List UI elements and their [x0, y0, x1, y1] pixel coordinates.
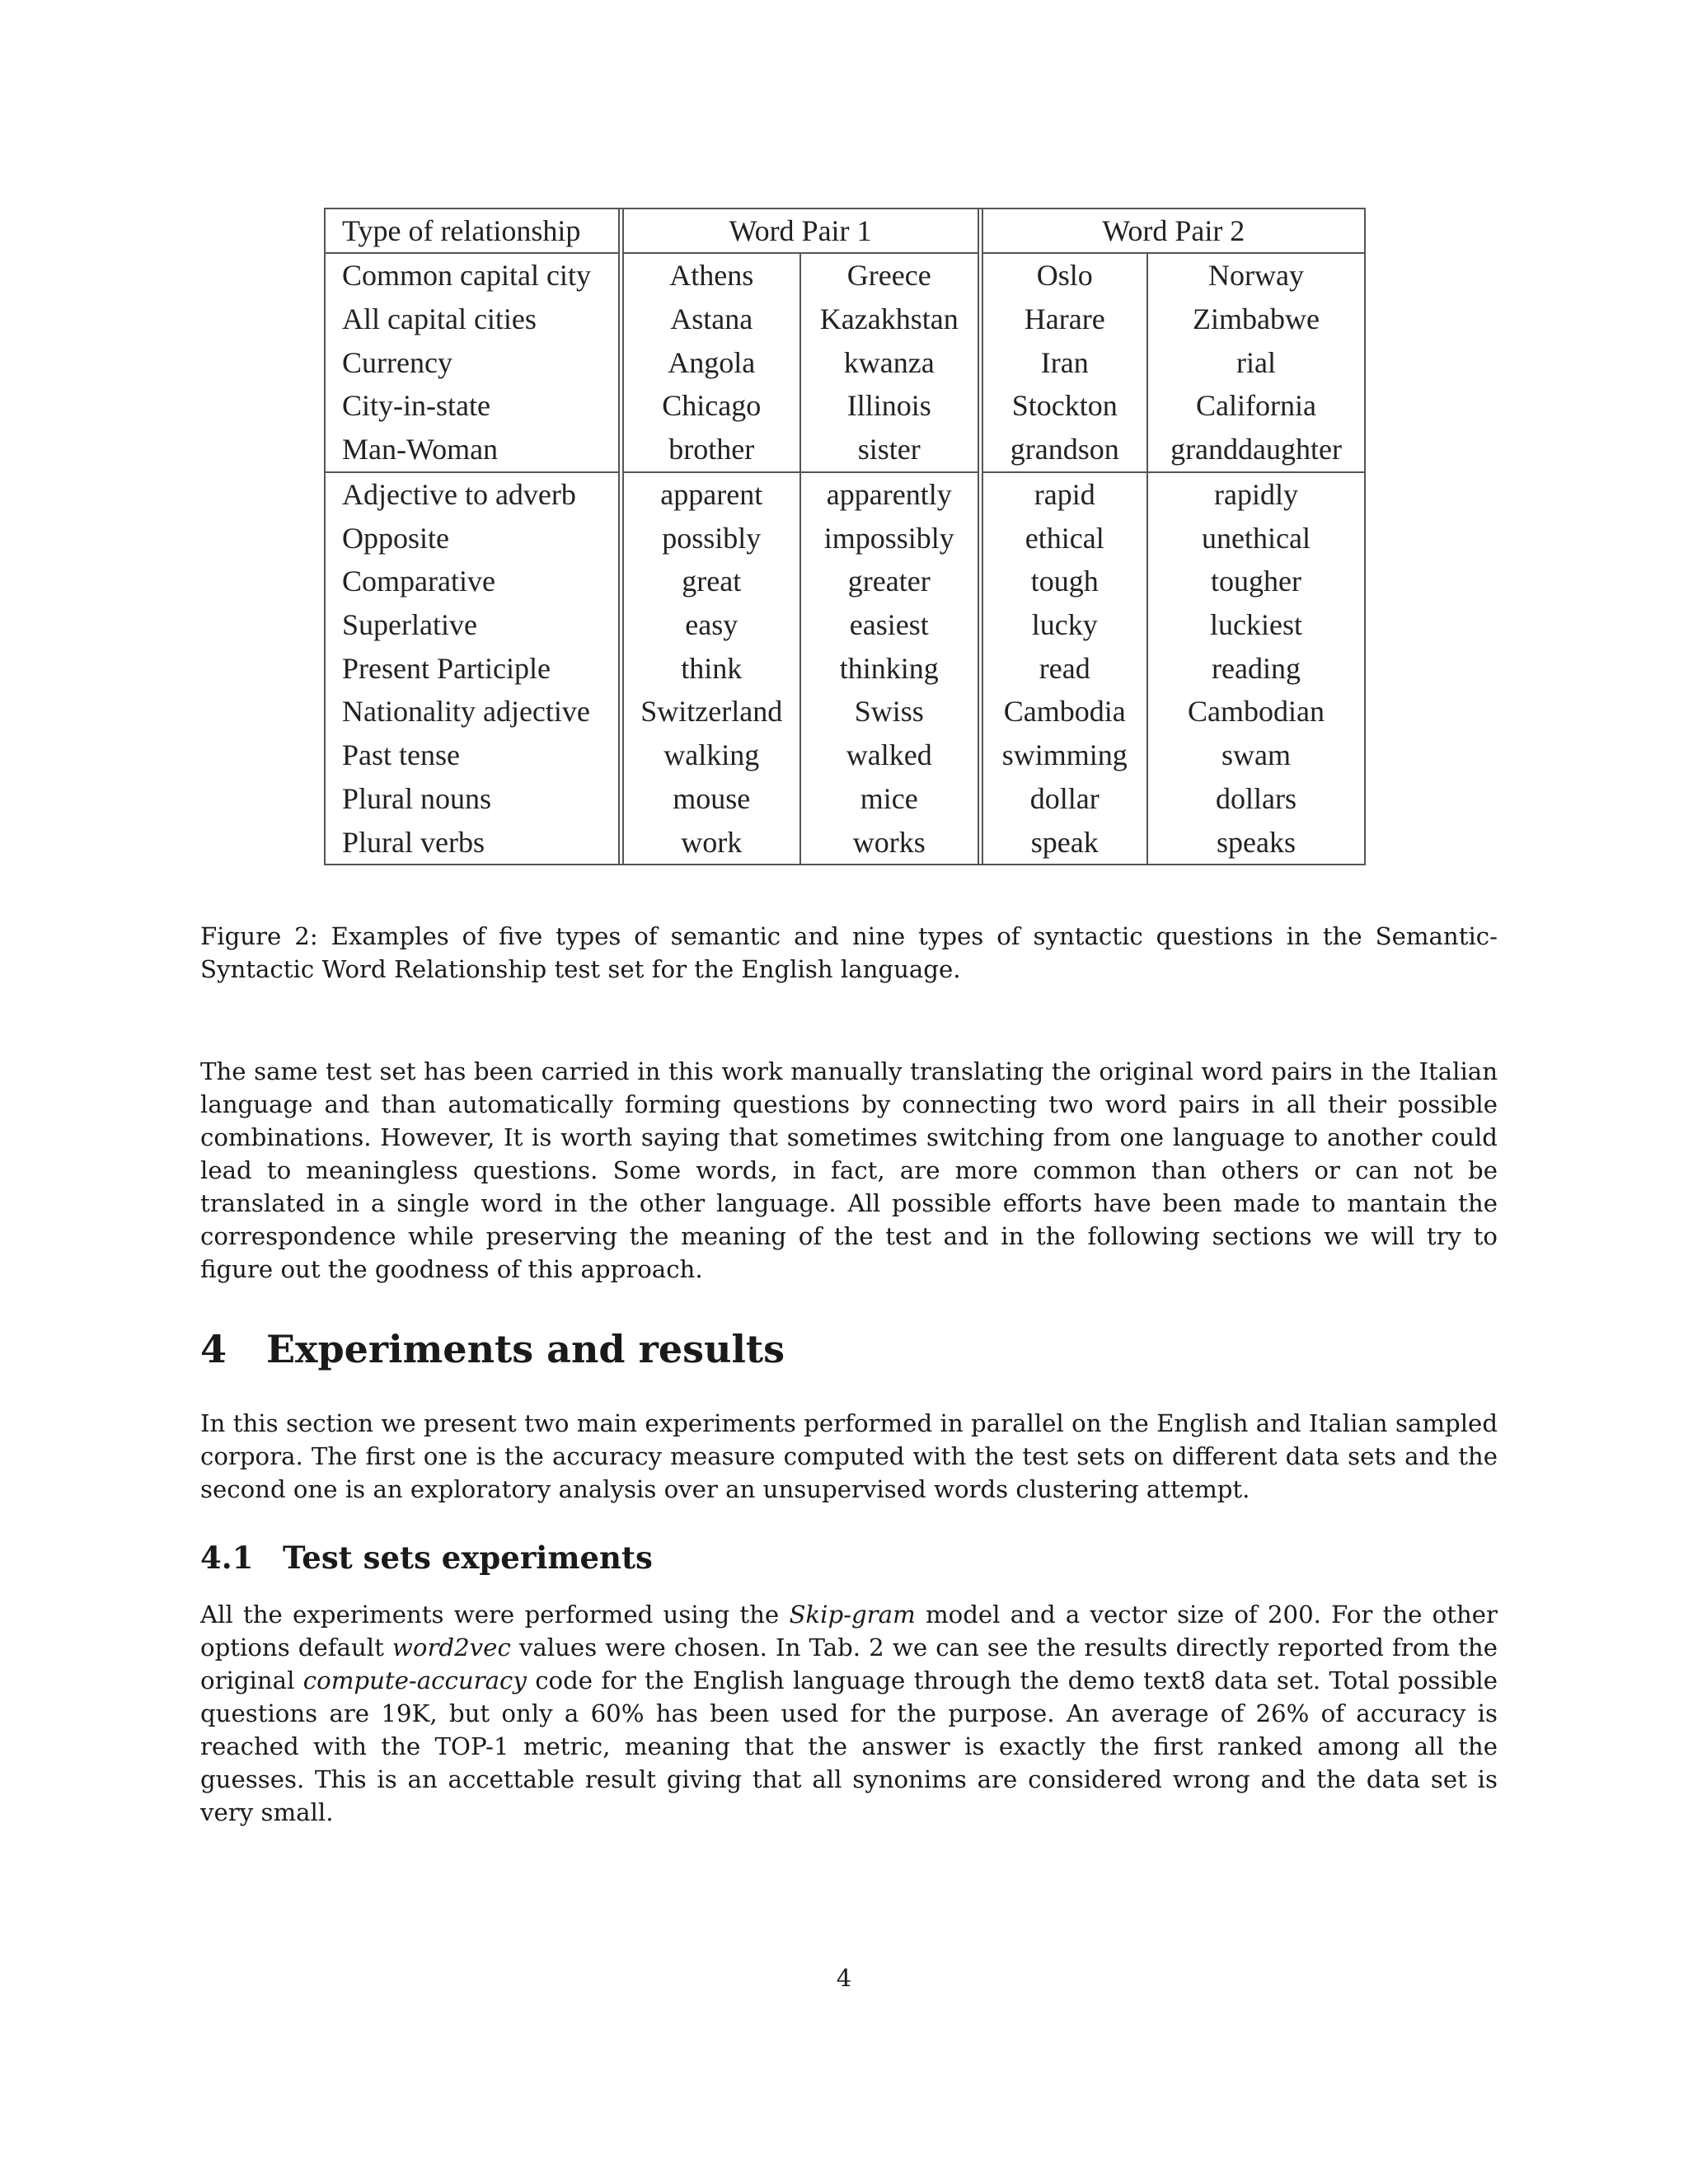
p3-text-3: values were chosen. In Tab. 2 we can see the results directly reported from the original — [200, 1633, 1498, 1694]
cell-pair1-word1: mouse — [621, 776, 800, 820]
subsection-heading — [200, 1538, 653, 1577]
cell-relationship: Common capital city — [342, 259, 591, 293]
cell-pair2-word1: speak — [980, 820, 1147, 864]
cell-relationship: City-in-state — [342, 389, 490, 423]
section-heading — [200, 1325, 785, 1373]
cell-pair1-word2: apparently — [800, 472, 980, 517]
table-row — [326, 472, 1364, 517]
cell-pair1-word1: think — [621, 646, 800, 690]
word-relationship-table — [324, 208, 1366, 865]
header-word-pair-2: Word Pair 2 — [980, 209, 1364, 253]
table-row — [326, 384, 1364, 428]
table-row — [326, 776, 1364, 820]
cell-pair2-word2: tougher — [1147, 560, 1364, 603]
cell-relationship: Opposite — [342, 521, 449, 555]
cell-pair2-word2: unethical — [1147, 516, 1364, 560]
page-number: 4 — [836, 1964, 852, 1992]
table-row — [326, 733, 1364, 777]
cell-pair1-word2: sister — [800, 428, 980, 472]
cell-pair2-word1: swimming — [980, 733, 1147, 777]
cell-pair1-word1: Athens — [621, 253, 800, 298]
cell-pair1-word1: work — [621, 820, 800, 864]
cell-pair1-word2: Swiss — [800, 690, 980, 733]
table-row — [326, 298, 1364, 341]
cell-pair2-word2: Zimbabwe — [1147, 298, 1364, 341]
cell-relationship: Nationality adjective — [342, 695, 590, 729]
table-row — [326, 516, 1364, 560]
cell-pair1-word2: greater — [800, 560, 980, 603]
cell-pair2-word1: Iran — [980, 340, 1147, 384]
table-row — [326, 603, 1364, 647]
cell-pair2-word2: Cambodian — [1147, 690, 1364, 733]
cell-pair1-word2: easiest — [800, 603, 980, 647]
header-relationship: Type of relationship — [326, 209, 621, 253]
subsection-number: 4.1 — [200, 1540, 254, 1576]
cell-pair1-word2: mice — [800, 776, 980, 820]
cell-pair2-word1: lucky — [980, 603, 1147, 647]
cell-pair1-word1: possibly — [621, 516, 800, 560]
cell-pair1-word1: great — [621, 560, 800, 603]
cell-pair1-word1: easy — [621, 603, 800, 647]
cell-pair2-word1: Oslo — [980, 253, 1147, 298]
cell-pair1-word1: Angola — [621, 340, 800, 384]
cell-pair1-word1: brother — [621, 428, 800, 472]
table-header-row — [326, 209, 1364, 253]
cell-pair2-word1: Harare — [980, 298, 1147, 341]
cell-relationship: Superlative — [342, 608, 477, 642]
cell-pair2-word2: rapidly — [1147, 472, 1364, 517]
cell-pair2-word2: rial — [1147, 340, 1364, 384]
cell-pair2-word2: Norway — [1147, 253, 1364, 298]
term-skip-gram: Skip-gram — [789, 1601, 916, 1629]
paragraph-test-sets — [200, 1598, 1498, 1829]
cell-pair1-word2: works — [800, 820, 980, 864]
cell-pair2-word1: rapid — [980, 472, 1147, 517]
cell-pair2-word2: reading — [1147, 646, 1364, 690]
cell-relationship: All capital cities — [342, 302, 537, 336]
subsection-title: Test sets experiments — [283, 1540, 653, 1576]
cell-pair1-word1: Astana — [621, 298, 800, 341]
term-compute-accuracy: compute-accuracy — [302, 1666, 527, 1694]
table-row — [326, 340, 1364, 384]
table-row — [326, 820, 1364, 864]
cell-pair1-word2: Kazakhstan — [800, 298, 980, 341]
table-row — [326, 690, 1364, 733]
table-row — [326, 646, 1364, 690]
cell-relationship: Plural verbs — [342, 825, 485, 859]
cell-pair2-word1: grandson — [980, 428, 1147, 472]
cell-relationship: Plural nouns — [342, 781, 492, 815]
cell-pair1-word2: Illinois — [800, 384, 980, 428]
cell-pair2-word2: granddaughter — [1147, 428, 1364, 472]
cell-pair1-word1: Chicago — [621, 384, 800, 428]
cell-relationship: Present Participle — [342, 651, 551, 685]
p3-text-4: code for the English language through the demo text8 data set. Total possible questions are 19K, but only a 60% has been used for the purpose. An average of 26% of accuracy is reached with the TOP-1 metric, meaning that the answer is exactly the first ranked among all the guesses. This is an accettable result giving that all synonims are considered wrong and the data set is very small. — [200, 1666, 1498, 1826]
paragraph-experiments-intro: In this section we present two main experiments performed in parallel on the English and Italian sampled corpora. The first one is the accuracy measure computed with the test sets on different data sets and the second one is an exploratory analysis over an unsupervised words clustering attempt. — [200, 1409, 1498, 1503]
cell-relationship: Man-Woman — [342, 433, 499, 466]
p3-text-1: All the experiments were performed using the — [200, 1601, 790, 1629]
cell-relationship: Past tense — [342, 738, 460, 772]
cell-pair2-word2: speaks — [1147, 820, 1364, 864]
table-body — [326, 253, 1364, 864]
cell-pair2-word2: California — [1147, 384, 1364, 428]
table-row — [326, 253, 1364, 298]
cell-pair1-word1: Switzerland — [621, 690, 800, 733]
cell-relationship: Currency — [342, 345, 452, 379]
p3-text-2: model and a vector size of 200. For the other options default — [200, 1601, 1498, 1661]
cell-pair2-word1: tough — [980, 560, 1147, 603]
cell-pair1-word1: walking — [621, 733, 800, 777]
cell-pair1-word2: Greece — [800, 253, 980, 298]
cell-pair2-word1: dollar — [980, 776, 1147, 820]
section-number: 4 — [200, 1327, 227, 1371]
term-word2vec: word2vec — [392, 1633, 511, 1661]
table-row — [326, 428, 1364, 472]
cell-pair2-word2: dollars — [1147, 776, 1364, 820]
figure-caption: Figure 2: Examples of five types of semantic and nine types of syntactic questions in the Semantic- Syntactic Word Relationship test set for the English language. — [200, 922, 1498, 983]
cell-pair1-word2: thinking — [800, 646, 980, 690]
paragraph-translation: The same test set has been carried in this work manually translating the original word pairs in the Italian language and than automatically forming questions by connecting two word pairs in all their possible combinations. However, It is worth saying that sometimes switching from one language to another could lead to meaningless questions. Some words, in fact, are more common than others or can not be translated in a single word in the other language. All possible efforts have been made to mantain the correspondence while preserving the meaning of the test and in the following sections we will try to figure out the goodness of this approach. — [200, 1057, 1498, 1283]
cell-pair2-word2: luckiest — [1147, 603, 1364, 647]
cell-pair2-word1: read — [980, 646, 1147, 690]
header-word-pair-1: Word Pair 1 — [621, 209, 980, 253]
table-row — [326, 560, 1364, 603]
cell-pair1-word2: kwanza — [800, 340, 980, 384]
cell-pair2-word2: swam — [1147, 733, 1364, 777]
cell-pair2-word1: Stockton — [980, 384, 1147, 428]
section-title: Experiments and results — [266, 1327, 785, 1371]
cell-pair1-word2: walked — [800, 733, 980, 777]
cell-relationship: Comparative — [342, 565, 495, 598]
cell-pair1-word1: apparent — [621, 472, 800, 517]
cell-pair2-word1: ethical — [980, 516, 1147, 560]
cell-pair1-word2: impossibly — [800, 516, 980, 560]
cell-pair2-word1: Cambodia — [980, 690, 1147, 733]
cell-relationship: Adjective to adverb — [326, 472, 621, 517]
